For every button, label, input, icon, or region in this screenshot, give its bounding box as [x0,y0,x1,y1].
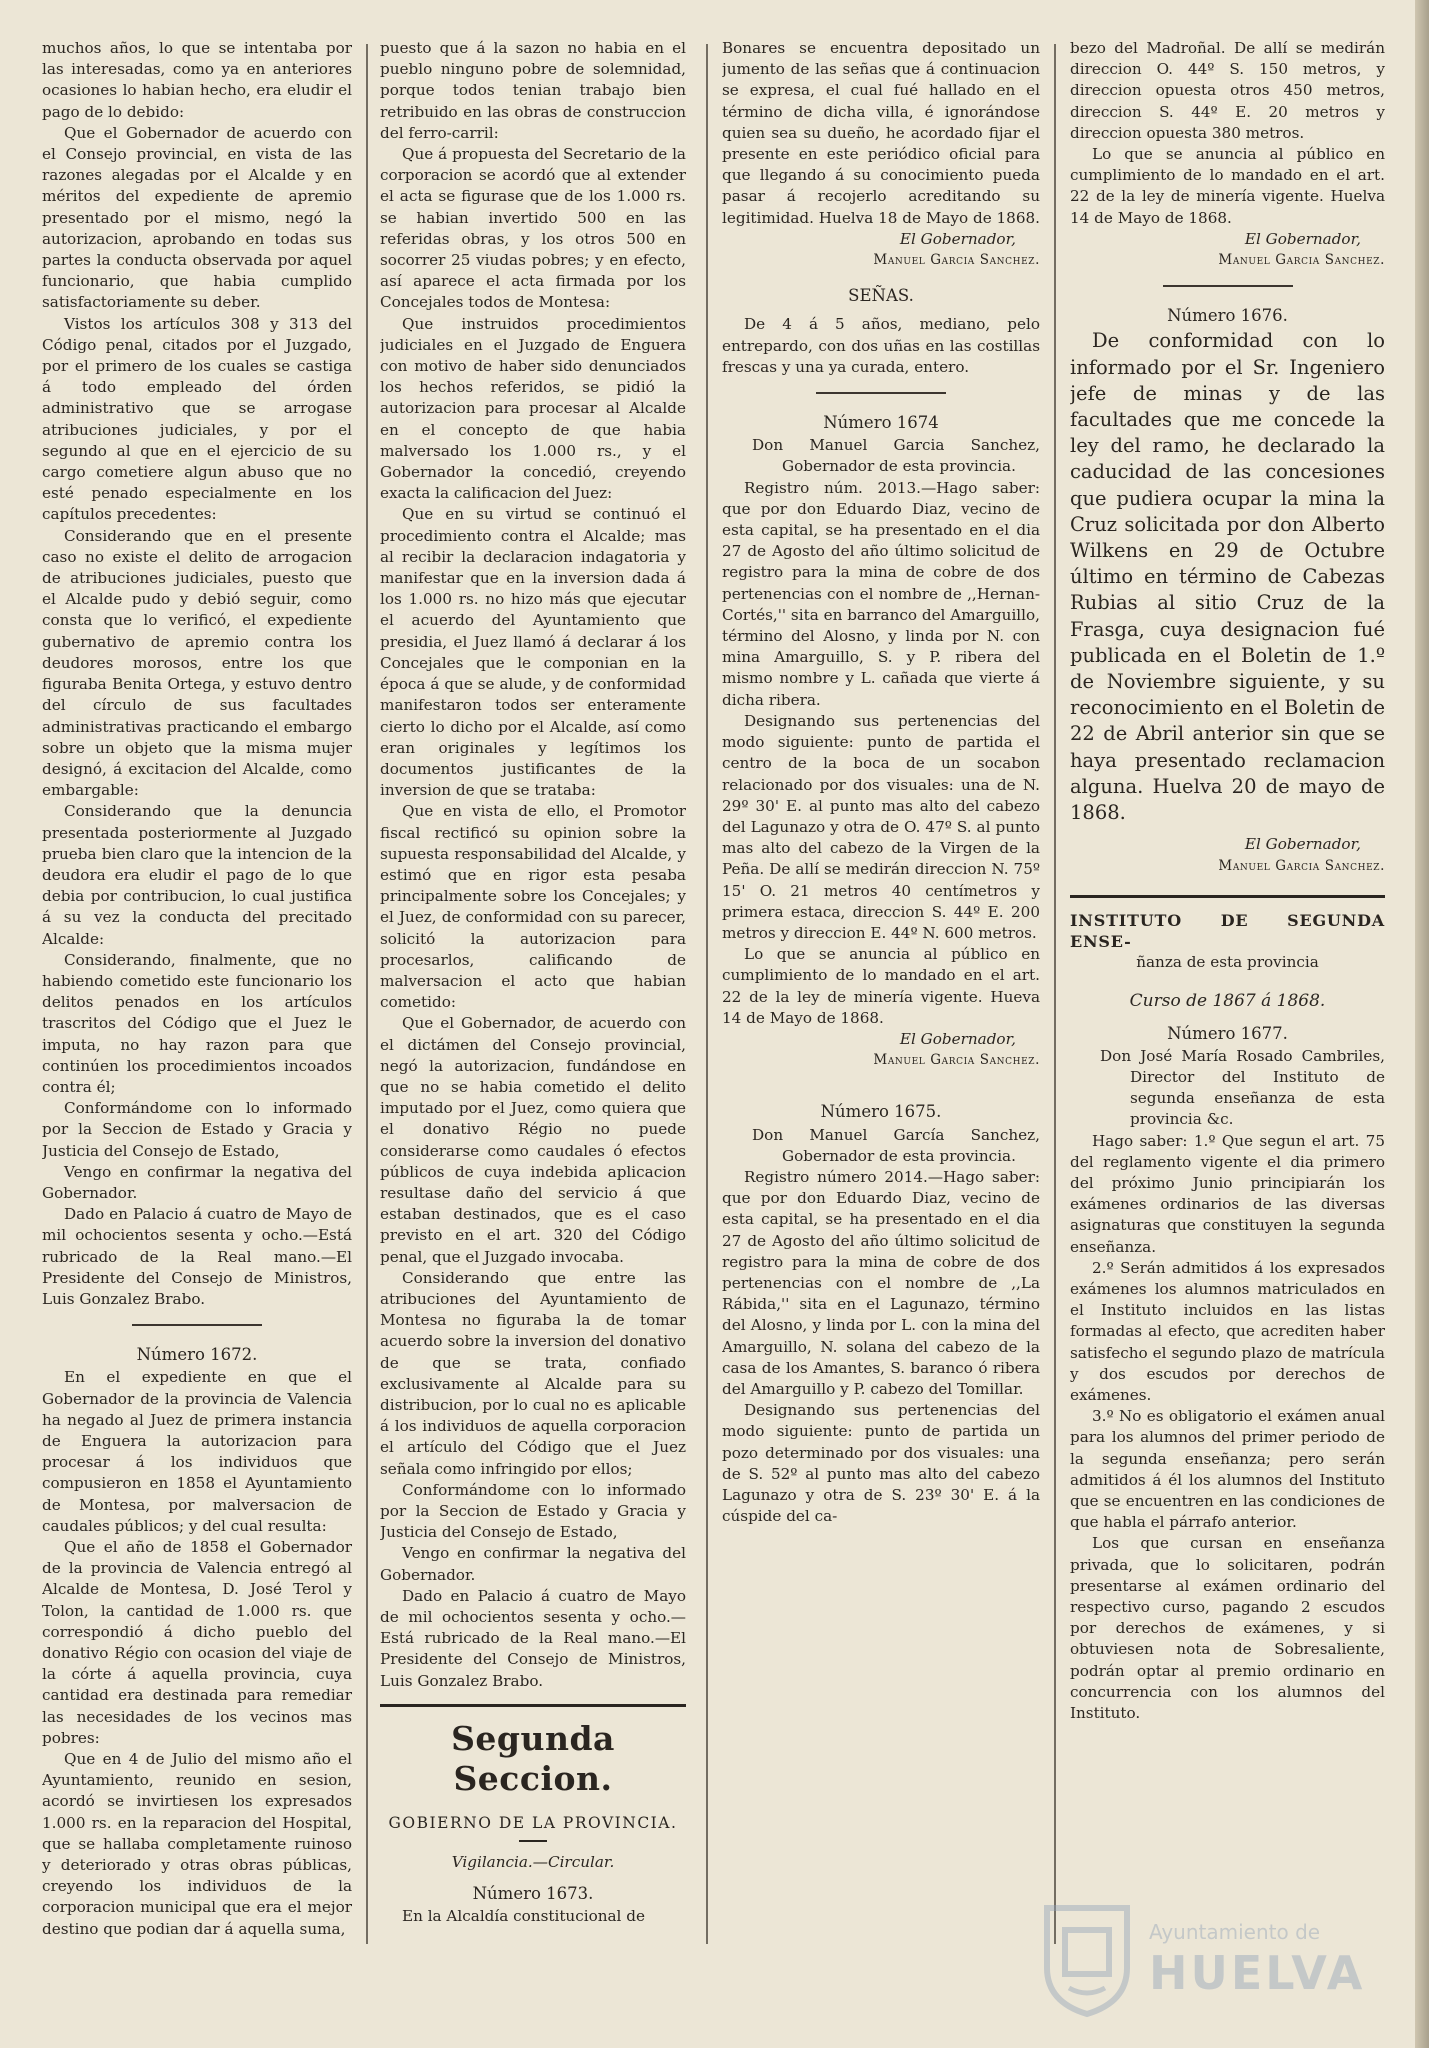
paragraph: 2.º Serán admitidos á los expresados exámenes los alumnos matriculados en el Instituto incluidos en las listas formadas al efecto, que acrediten haber satisfecho el segundo plazo de matrícula y dos escudos por derechos de exámenes. [1070,1258,1385,1404]
paragraph: Que en su virtud se continuó el procedimiento contra el Alcalde; mas al recibir la declaracion indagatoria y manifestar que en la inversion dada á los 1.000 rs. no hizo más que ejecutar el acuerdo del Ayuntamiento que presidia, el Juez llamó á declarar á los Concejales que le componian en la época á que se alude, y de conformidad manifestaron todos ser enteramente cierto lo dicho por el Alcalde, así como eran originales y legítimos los documentos justificantes de la inversion de que se trataba: [380,505,686,800]
notice-number: Número 1673. [472,1884,594,1904]
paragraph: Los que cursan en enseñanza privada, que lo solicitaren, podrán presentarse al exámen ordinario del respectivo curso, pagando 2 escudos por derechos de exámenes, y si obtuviesen nota de Sobresaliente, podrán optar al premio ordinario en concurrencia con los alumnos del Instituto. [1070,1534,1385,1723]
column-3 [722,38,1040,2018]
notice-number: Número 1677. [1167,1023,1288,1043]
notice-number: Número 1676. [1167,306,1288,326]
paragraph: De 4 á 5 años, mediano, pelo entrepardo, con dos uñas en las costillas frescas y una ya curada, entero. [722,315,1040,376]
section-rule [380,1704,686,1707]
paragraph: Que el Gobernador de acuerdo con el Consejo provincial, en vista de las razones alegadas por el Alcalde y en méritos del expediente de apremio presentado por el mismo, negó la autorizacion, aprobando en todas sus partes la conducta observada por aquel funcionario, que habia cumplido satisfactoriamente su deber. [42,123,352,312]
paragraph: Registro número 2014.—Hago saber: que por don Eduardo Diaz, vecino de esta capital, se ha presentado en el dia 27 de Agosto del año último solicitud de registro para la mina de cobre de dos pertenencias con el nombre de ,,La Rábida,'' sita en el Lagunazo, término del Alosno, y linda por L. con la mina del Amarguillo, N. solana del cabezo de la casa de los Amantes, S. baranco ó ribera del Amarguillo y P. cabezo del Tomillar. [722,1167,1040,1398]
paragraph: Considerando, finalmente, que no habiendo cometido este funcionario los delitos penados en los artículos trascritos del Código que el Juez le imputa, no hay razon para que continúen los procedimientos incoados contra él; [42,950,352,1096]
paragraph: Que el año de 1858 el Gobernador de la provincia de Valencia entregó al Alcalde de Montesa, D. José Terol y Tolon, la cantidad de 1.000 rs. que correspondió á dicho pueblo del donativo Régio con ocasion del viaje de la córte á aquella provincia, cuya cantidad era destinada para remediar las necesidades de los vecinos mas pobres: [42,1538,352,1747]
subheading: Vigilancia.—Circular. [451,1853,615,1872]
column-2 [380,38,686,2018]
paragraph: muchos años, lo que se intentaba por las interesadas, como ya en anteriores ocasiones lo habian hecho, era eludir el pago de lo debido: [42,39,352,121]
section-rule [1070,895,1385,898]
divider [132,1324,262,1326]
dash [519,1840,547,1842]
column-4 [1070,38,1385,2018]
paragraph: De conformidad con lo informado por el Sr. Ingeniero jefe de minas y de las facultades que me concede la ley del ramo, he declarado la caducidad de las concesiones que pudiera ocupar la mina la Cruz solicitada por don Alberto Wilkens en 29 de Octubre último en término de Cabezas Rubias al sitio Cruz de la Frasga, cuya designacion fué publicada en el Boletin de 1.º de Noviembre siguiente, y su reconocimiento en el Boletin de 22 de Abril anterior sin que se haya presentado reclamacion alguna. Huelva 20 de mayo de 1868. [1070,329,1385,825]
page-edge [1415,0,1429,2048]
paragraph: Considerando que la denuncia presentada posteriormente al Juzgado prueba bien claro que la intencion de la deudora era eludir el pago de lo que debia por contribucion, lo cual justifica á su vez la conducta del precitado Alcalde: [42,802,352,948]
paragraph: Que el Gobernador, de acuerdo con el dictámen del Consejo provincial, negó la autorizacion, fundándose en que no se habia cometido el delito imputado por el Juez, como quiera que el donativo Régio no puede considerarse como caudales ó efectos públicos de cuya indebida aplicacion resultase daño del servicio á que estaban destinados, que es el caso previsto en el art. 320 del Código penal, que el Juzgado invocaba. [380,1014,686,1266]
notice-number: Número 1672. [136,1345,258,1365]
paragraph: Que á propuesta del Secretario de la corporacion se acordó que al extender el acta se figurase que de los 1.000 rs. se habian invertido 500 en las referidas obras, y los otros 500 en socorrer 25 viudas pobres; y en efecto, así aparece el acta firmada por los Concejales todos de Montesa: [380,145,686,312]
paragraph: Conformándome con lo informado por la Seccion de Estado y Gracia y Justicia del Consejo de Estado, [42,1099,352,1160]
paragraph: Dado en Palacio á cuatro de Mayo de mil ochocientos sesenta y ocho.—Está rubricado de la Real mano.—El Presidente del Consejo de Ministros, Luis Gonzalez Brabo. [380,1586,686,1690]
signature-title: El Gobernador, [899,1029,1016,1048]
watermark [1039,1902,1369,2022]
course-title: Curso de 1867 á 1868. [1129,991,1326,1012]
shield-icon [1039,1902,1135,2018]
institute-heading: INSTITUTO DE SEGUNDA ENSE- [1070,910,1385,951]
notice-number: Número 1674 [823,413,939,433]
paragraph: Que instruidos procedimientos judiciales en el Juzgado de Enguera con motivo de haber sido denunciados los hechos referidos, se pidió la autorizacion para procesar al Alcalde en el concepto de que habia malversado los 1.000 rs., y el Gobernador la concedió, creyendo exacta la calificacion del Juez: [380,314,686,503]
paragraph: Vengo en confirmar la negativa del Gobernador. [42,1162,352,1202]
paragraph: Bonares se encuentra depositado un jumento de las señas que á continuacion se expresa, el cual fué hallado en el término de dicha villa, é ignorándose quien sea su dueño, he acordado fijar el presente en este periódico oficial para que llegando á su conocimiento pueda pasar á recojerlo acreditando su legitimidad. Huelva 18 de Mayo de 1868. [722,39,1040,227]
paragraph: En el expediente en que el Gobernador de la provincia de Valencia ha negado al Juez de primera instancia de Enguera la autorizacion para procesar á los individuos que compusieron en 1858 el Ayuntamiento de Montesa, por malversacion de caudales públicos; y del cual resulta: [42,1368,352,1535]
signature-name: Manuel Garcia Sanchez. [1218,857,1385,874]
signature-title: El Gobernador, [899,229,1016,248]
paragraph: Considerando que entre las atribuciones del Ayuntamiento de Montesa no figuraba la de tomar acuerdo sobre la inversion del donativo de que se trata, confiado exclusivamente al Alcalde para su distribucion, por lo cual no es aplicable á los individuos de aquella corporacion el artículo del Código que el Juez señala como infringido por ellos; [380,1268,686,1478]
paragraph: En la Alcaldía constitucional de [402,1907,645,1926]
column-1 [42,38,352,2018]
paragraph: puesto que á la sazon no habia en el pueblo ninguno pobre de solemnidad, porque todos tenian trabajo bien retribuido en las obras de construccion del ferro-carril: [380,39,686,142]
paragraph: Que en vista de ello, el Promotor fiscal rectificó su opinion sobre la supuesta responsabilidad del Alcalde, y estimó que en rigor esta pesaba principalmente sobre los Concejales; y el Juez, de conformidad con su parecer, solicitó la autorizacion para procesarlos, calificando de malversacion el acto que habian cometido: [380,802,686,1012]
signature-name: Manuel Garcia Sanchez. [873,1052,1040,1069]
signature-name: Manuel Garcia Sanchez. [1218,252,1385,269]
column-divider [706,44,708,1944]
paragraph: Don Manuel Garcia Sanchez, Gobernador de esta provincia. [752,436,1040,476]
column-divider [366,44,368,1944]
paragraph: Que en 4 de Julio del mismo año el Ayuntamiento, reunido en sesion, acordó se invirtiesen los expresados 1.000 rs. en la reparacion del Hospital, que se hallaba completamente ruinoso y deteriorado y otras obras públicas, creyendo los individuos de la corporacion municipal que era el mejor destino que podian dar á aquella suma, [42,1750,352,1938]
section-heading: Segunda Seccion. [451,1718,615,1798]
paragraph: Conformándome con lo informado por la Seccion de Estado y Gracia y Justicia del Consejo de Estado, [380,1480,686,1542]
paragraph: bezo del Madroñal. De allí se medirán direccion O. 44º S. 150 metros, y direccion opuesta otros 450 metros, direccion S. 44º E. 20 metros y direccion opuesta 380 metros. [1070,39,1385,142]
watermark-line2: HUELVA [1149,1946,1366,2000]
paragraph: 3.º No es obligatorio el exámen anual para los alumnos del primer periodo de la segunda enseñanza; pero serán admitidos á él los alumnos del Instituto que se encuentren en las condiciones de que habla el párrafo anterior. [1070,1407,1385,1532]
paragraph: Designando sus pertenencias del modo siguiente: punto de partida el centro de la boca de un socabon relacionado por dos visuales: una de N. 29º 30' E. al punto mas alto del cabezo del Lagunazo y otra de O. 47º S. al punto mas alto del cabezo de la Virgen de la Peña. De allí se medirán direccion N. 75º 15' O. 21 metros 40 centímetros y primera estaca, direccion S. 44º E. 200 metros y direccion E. 44º N. 600 metros. [722,711,1040,942]
paragraph: Registro núm. 2013.—Hago saber: que por don Eduardo Diaz, vecino de esta capital, se ha presentado en el dia 27 de Agosto del año último solicitud de registro para la mina de cobre de dos pertenencias con el nombre de ,,Hernan-Cortés,'' sita en barranco del Amarguillo, término del Alosno, y linda por N. con mina Amarguillo, S. y P. ribera del mismo nombre y L. cañada que vierte á dicha ribera. [722,478,1040,709]
notice-number: Número 1675. [820,1102,942,1122]
divider [1163,285,1293,287]
paragraph: Dado en Palacio á cuatro de Mayo de mil ochocientos sesenta y ocho.—Está rubricado de la Real mano.—El Presidente del Consejo de Ministros, Luis Gonzalez Brabo. [42,1205,352,1308]
signature-title: El Gobernador, [1244,229,1361,248]
paragraph: Hago saber: 1.º Que segun el art. 75 del reglamento vigente el dia primero del próximo Junio principiarán los exámenes ordinarios de las diversas asignaturas que constituyen la segunda enseñanza. [1070,1131,1385,1256]
government-heading: GOBIERNO DE LA PROVINCIA. [388,1813,678,1832]
paragraph: Don José María Rosado Cambriles, Director del Instituto de segunda enseñanza de esta provincia &c. [1100,1046,1385,1129]
heading: SEÑAS. [848,286,914,306]
paragraph: Vengo en confirmar la negativa del Gobernador. [380,1544,686,1584]
paragraph: Lo que se anuncia al público en cumplimiento de lo mandado en el art. 22 de la ley de minería vigente. Huelva 14 de Mayo de 1868. [1070,145,1385,227]
paragraph: Designando sus pertenencias del modo siguiente: punto de partida un pozo determinado por dos visuales: una de S. 52º al punto mas alto del cabezo Lagunazo y otra de S. 23º 30' E. á la cúspide del ca- [722,1401,1040,1526]
divider [816,392,946,394]
paragraph: Don Manuel García Sanchez, Gobernador de esta provincia. [752,1125,1040,1165]
column-divider [1054,44,1056,1944]
institute-heading-cont: ñanza de esta provincia [1136,953,1319,972]
paragraph: Lo que se anuncia al público en cumplimiento de lo mandado en el art. 22 de la ley de minería vigente. Hueva 14 de Mayo de 1868. [722,945,1040,1027]
signature-title: El Gobernador, [1244,835,1361,854]
paragraph: Considerando que en el presente caso no existe el delito de arrogacion de atribuciones judiciales, puesto que el Alcalde pudo y debió seguir, como consta que lo verificó, el expediente gubernativo de apremio contra los deudores morosos, entre los que figuraba Benita Ortega, y estuvo dentro del círculo de sus facultades administrativas practicando el embargo sobre un objeto que la misma mujer designó, á excitacion del Alcalde, como embargable: [42,526,352,800]
watermark-line1: Ayuntamiento de [1149,1920,1321,1944]
signature-name: Manuel Garcia Sanchez. [873,252,1040,269]
paragraph: Vistos los artículos 308 y 313 del Código penal, citados por el Juzgado, por el primero de los cuales se castiga á todo empleado del órden administrativo que se arrogase atribuciones judiciales, y por el segundo al que en el ejercicio de su cargo cometiere algun abuso que no esté penado especialmente en los capítulos precedentes: [42,314,352,524]
